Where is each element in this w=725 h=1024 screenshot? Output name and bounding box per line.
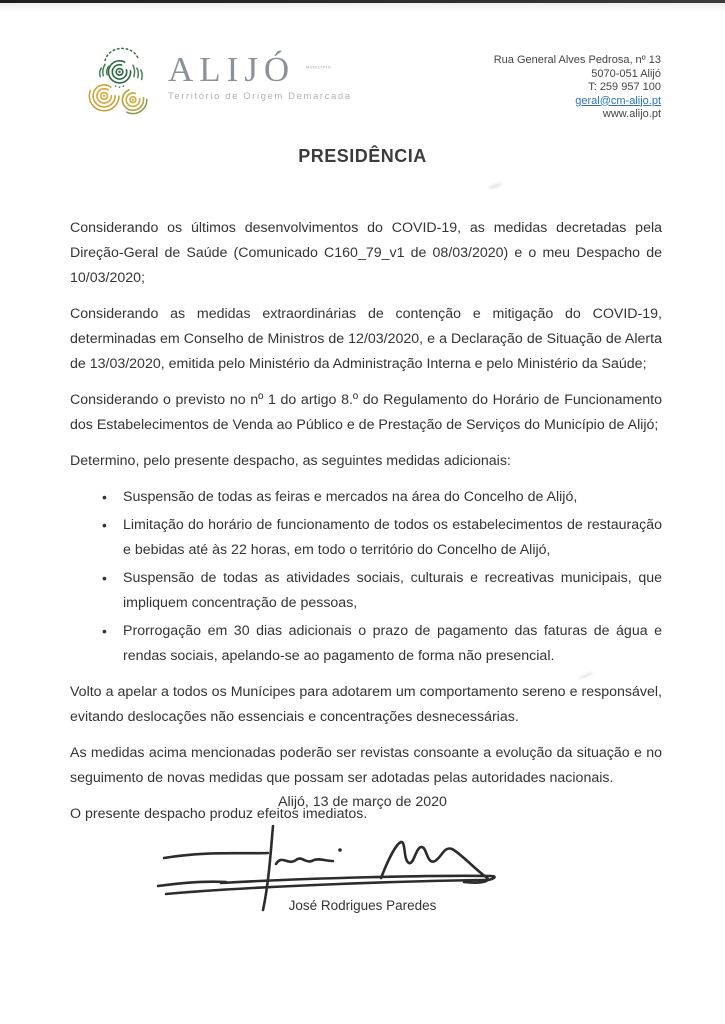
logo-text-block [168, 44, 352, 102]
municipality-logo [84, 44, 352, 118]
address-street: Rua General Alves Pedrosa, nº 13 [493, 54, 661, 66]
paragraph-apelo: Volto a apelar a todos os Munícipes para adotarem um comportamento sereno e responsável, evitando deslocações não essenciais e concentrações desnecessárias. [70, 684, 662, 725]
logo-municipio-label: MUNICÍPIO [306, 66, 332, 70]
paragraph-determino: Determino, pelo presente despacho, as seguintes medidas adicionais: [70, 453, 511, 469]
paragraph-considerando-2: Considerando as medidas extraordinárias de contenção e mitigação do COVID-19, determinadas em Conselho de Ministros de 12/03/2020, e a Declaração de Situação de Alerta de 13/03/2020, emitida pelo Ministério da Administração Interna e pelo Ministério da Saúde; [70, 306, 662, 372]
scan-edge-shadow [0, 3, 725, 13]
alijo-swirl-logo-icon [84, 44, 156, 118]
address-website: www.alijo.pt [602, 108, 661, 120]
bullet-icon: • [102, 623, 107, 639]
list-item [102, 566, 662, 616]
measure-text: Limitação do horário de funcionamento de todos os estabelecimentos de restauração e bebidas até às 22 horas, em todo o território do Concelho de Alijó, [123, 517, 662, 558]
paragraph-efeitos: O presente despacho produz efeitos imediatos. [70, 806, 368, 822]
list-item [102, 485, 662, 510]
paragraph-considerando-3: Considerando o previsto no nº 1 do artigo 8.º do Regulamento do Horário de Funcionamento dos Estabelecimentos de Venda ao Público e de Prestação de Serviços do Município de Alijó; [70, 392, 662, 433]
address-email-link: geral@cm-alijo.pt [575, 94, 661, 107]
measure-text: Suspensão de todas as atividades sociais, culturais e recreativas municipais, que impliquem concentração de pessoas, [123, 570, 662, 611]
letterhead-address-block [494, 54, 661, 122]
bullet-icon: • [102, 570, 107, 586]
list-item [102, 619, 662, 669]
address-phone: T: 259 957 100 [588, 81, 661, 93]
scan-artifact [488, 182, 503, 190]
paragraph-considerando-1: Considerando os últimos desenvolvimentos do COVID-19, as medidas decretadas pela Direção-Geral de Saúde (Comunicado C160_79_v1 de 08/03/2020) e o meu Despacho de 10/03/2020; [70, 220, 662, 286]
list-item [102, 513, 662, 563]
measure-text: Suspensão de todas as feiras e mercados na área do Concelho de Alijó, [123, 489, 578, 505]
signer-name: José Rodrigues Paredes [288, 898, 437, 913]
logo-tagline: Território de Origem Demarcada [168, 91, 352, 102]
date-line: Alijó, 13 de março de 2020 [278, 794, 447, 810]
paragraph-revisao: As medidas acima mencionadas poderão ser revistas consoante a evolução da situação e no seguimento de novas medidas que possam ser adotadas pelas autoridades nacionais. [70, 745, 662, 786]
document-body [70, 216, 662, 838]
bullet-icon: • [102, 517, 107, 533]
document-title: PRESIDÊNCIA [298, 146, 427, 166]
measure-text: Prorrogação em 30 dias adicionais o prazo de pagamento das faturas de água e rendas sociais, apelando-se ao pagamento de forma não presencial. [123, 623, 662, 664]
logo-wordmark: ALIJÓ [168, 50, 296, 89]
address-postal: 5070-051 Alijó [591, 67, 661, 80]
bullet-icon: • [102, 489, 107, 505]
measures-list [70, 485, 662, 669]
